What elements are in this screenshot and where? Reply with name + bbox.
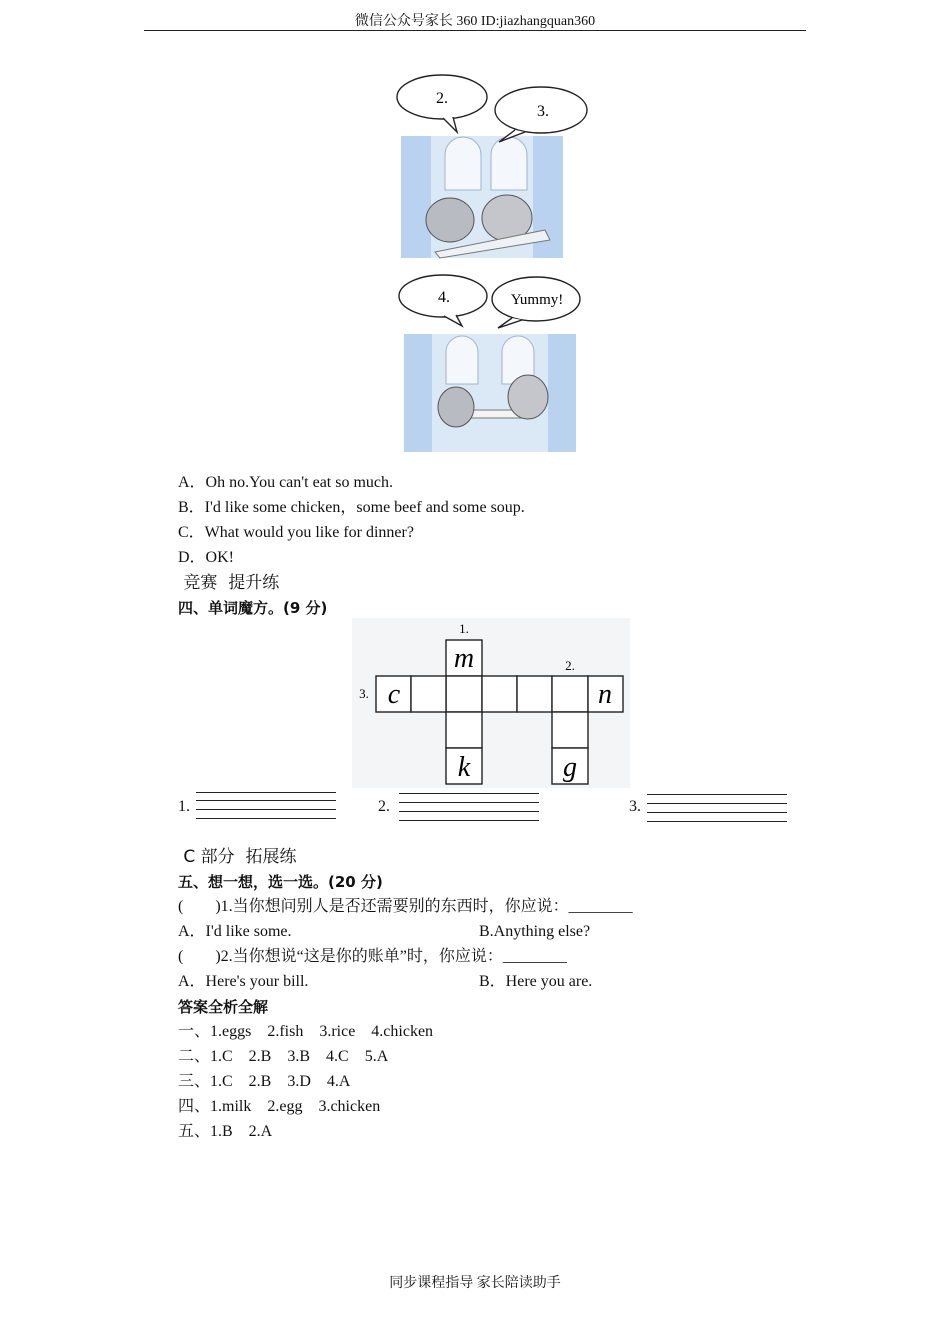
- section-5-title: 五、想一想，选一选。(20 分): [178, 873, 383, 891]
- question-1-option-b: B.Anything else?: [479, 923, 591, 940]
- section-competition-heading: 竞赛 提升练: [178, 573, 280, 593]
- answer-line-3: 三、1.C 2.B 3.D 4.A: [178, 1073, 351, 1090]
- answer-line: [196, 809, 336, 810]
- bubble-label-yummy: Yummy!: [510, 292, 564, 308]
- answer-line: [399, 802, 539, 803]
- letter-m: m: [453, 643, 475, 674]
- comic-panel-1: [395, 70, 591, 260]
- answer-line-1: 一、1.eggs 2.fish 3.rice 4.chicken: [178, 1023, 434, 1040]
- answer-line: [196, 792, 336, 793]
- answer-line: [399, 793, 539, 794]
- panel2-window-left: [446, 336, 478, 384]
- puzzle-cell: [411, 676, 446, 712]
- puzzle-cell: [482, 676, 517, 712]
- puzzle-number-2: 2.: [565, 658, 575, 673]
- letter-k: k: [457, 752, 471, 783]
- question-1: ( )1.当你想问别人是否还需要别的东西时，你应说：________: [178, 898, 633, 915]
- wolf-character-left: [426, 198, 474, 242]
- answer-line: [647, 812, 787, 813]
- answer-line: [399, 820, 539, 821]
- speech-bubble-4-tail: [444, 315, 462, 326]
- answer-line: [196, 800, 336, 801]
- word-cube-puzzle: [352, 618, 630, 788]
- puzzle-cell: [517, 676, 552, 712]
- answer-line-2: 二、1.C 2.B 3.B 4.C 5.A: [178, 1048, 389, 1065]
- answer-line: [647, 794, 787, 795]
- answer-line: [647, 803, 787, 804]
- puzzle-cell: [446, 676, 482, 712]
- answers-title: 答案全析全解: [178, 998, 269, 1016]
- panel2-curtain-right: [548, 334, 576, 452]
- bubble-label-3: 3.: [537, 103, 549, 120]
- answer-line: [196, 818, 336, 819]
- option-a: A．Oh no.You can't eat so much.: [178, 474, 394, 491]
- page-footer: 同步课程指导 家长陪读助手: [389, 1276, 561, 1291]
- panel1-curtain-left: [401, 136, 431, 258]
- header-divider: [144, 30, 806, 31]
- question-1-option-a: A．I'd like some.: [178, 923, 292, 940]
- answer-line: [647, 821, 787, 822]
- puzzle-cell: [446, 712, 482, 748]
- puzzle-cell: [552, 712, 588, 748]
- wolf-character-left: [438, 387, 474, 427]
- question-2-option-b: B．Here you are.: [479, 973, 593, 990]
- option-d: D．OK!: [178, 549, 234, 566]
- option-c: C．What would you like for dinner?: [178, 524, 414, 541]
- puzzle-number-1: 1.: [459, 621, 469, 636]
- panel1-window-left: [445, 137, 481, 190]
- speech-bubble-2-tail: [443, 117, 457, 132]
- puzzle-cell: [552, 676, 588, 712]
- answer-label-1: 1.: [178, 798, 190, 815]
- answer-line: [399, 811, 539, 812]
- answer-label-2: 2.: [378, 798, 390, 815]
- comic-panel-2: [398, 272, 584, 454]
- speech-bubble-yummy-tail: [498, 318, 522, 328]
- panel1-window-right: [491, 137, 527, 190]
- question-2: ( )2.当你想说“这是你的账单”时，你应说：________: [178, 948, 567, 965]
- option-b: B．I'd like some chicken，some beef and some soup.: [178, 499, 525, 516]
- answer-label-3: 3.: [629, 798, 641, 815]
- letter-g: g: [563, 752, 577, 783]
- answer-line-4: 四、1.milk 2.egg 3.chicken: [178, 1098, 381, 1115]
- section-4-title: 四、单词魔方。(9 分): [178, 599, 328, 617]
- section-c-heading: C 部分 拓展练: [178, 847, 297, 867]
- wolf-character-right: [508, 375, 548, 419]
- question-2-option-a: A．Here's your bill.: [178, 973, 309, 990]
- panel2-curtain-left: [404, 334, 432, 452]
- bubble-label-2: 2.: [436, 90, 448, 107]
- page-header: 微信公众号家长 360 ID:jiazhangquan360: [354, 14, 596, 29]
- bubble-label-4: 4.: [438, 289, 450, 306]
- puzzle-number-3: 3.: [359, 686, 369, 701]
- letter-c: c: [387, 679, 401, 710]
- answer-line-5: 五、1.B 2.A: [178, 1123, 273, 1140]
- letter-n: n: [598, 679, 612, 710]
